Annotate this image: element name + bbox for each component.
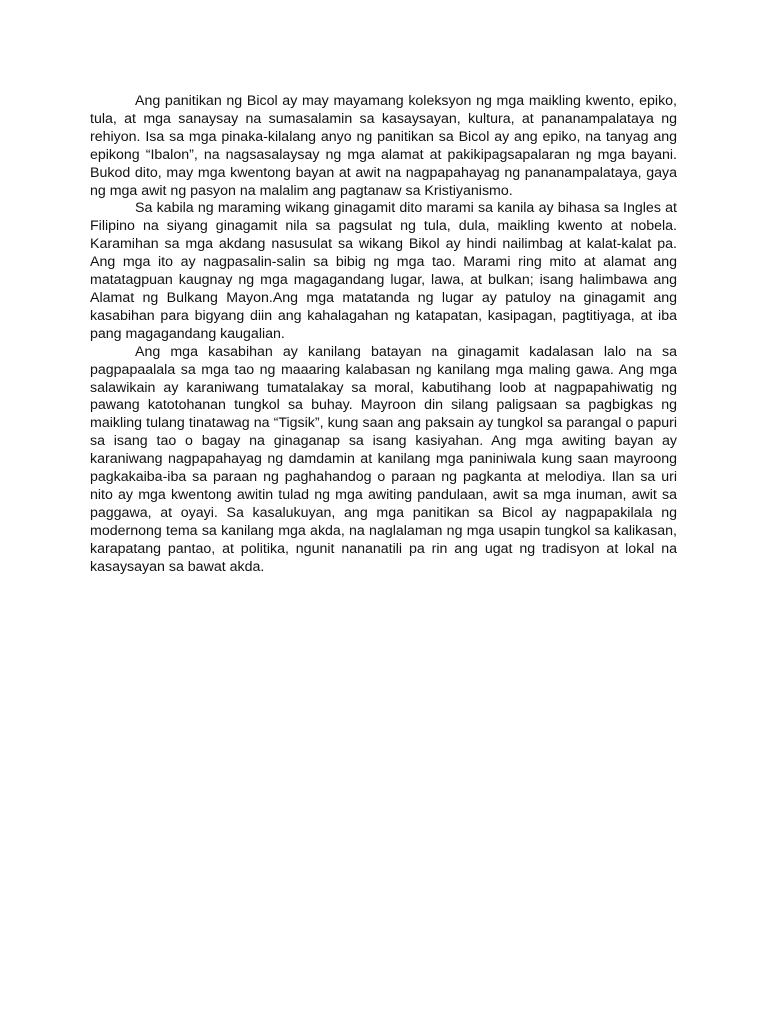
- paragraph-3: Ang mga kasabihan ay kanilang batayan na ginagamit kadalasan lalo na sa pagpapaalala sa mga tao ng maaaring kalabasan ng kanilang mga maling gawa. Ang mga salawikain ay karaniwang tumatalakay sa moral, kabutihang loob at nagpapahiwatig ng pawang katotohanan tungkol sa buhay. Mayroon din silang paligsaan sa pagbigkas ng maikling tulang tinatawag na “Tigsik”, kung saan ang paksain ay tungkol sa parangal o papuri sa isang tao o bagay na ginaganap sa isang kasiyahan. Ang mga awiting bayan ay karaniwang nagpapahayag ng damdamin at kanilang mga paniniwala kung saan mayroong pagkakaiba-iba sa paraan ng paghahandog o paraan ng pagkanta at melodiya. Ilan sa uri nito ay mga kwentong awitin tulad ng mga awiting pandulaan, awit sa mga inuman, awit sa paggawa, at oyayi. Sa kasalukuyan, ang mga panitikan sa Bicol ay nagpapakilala ng modernong tema sa kanilang mga akda, na naglalaman ng mga usapin tungkol sa kalikasan, karapatang pantao, at politika, ngunit nananatili pa rin ang ugat ng tradisyon at lokal na kasaysayan sa bawat akda.: [90, 343, 677, 575]
- body-text: [90, 93, 677, 576]
- paragraph-1: Ang panitikan ng Bicol ay may mayamang koleksyon ng mga maikling kwento, epiko, tula, at mga sanaysay na sumasalamin sa kasaysayan, kultura, at pananampalataya ng rehiyon. Isa sa mga pinaka-kilalang anyo ng panitikan sa Bicol ay ang epiko, na tanyag ang epikong “Ibalon”, na nagsasalaysay ng mga alamat at pakikipagsapalaran ng mga bayani. Bukod dito, may mga kwentong bayan at awit na nagpapahayag ng pananampalataya, gaya ng mga awit ng pasyon na malalim ang pagtanaw sa Kristiyanismo.: [90, 93, 677, 199]
- paragraph-2: Sa kabila ng maraming wikang ginagamit dito marami sa kanila ay bihasa sa Ingles at Filipino na siyang ginagamit nila sa pagsulat ng tula, dula, maikling kwento at nobela. Karamihan sa mga akdang nasusulat sa wikang Bikol ay hindi nailimbag at kalat-kalat pa. Ang mga ito ay nagpasalin-salin sa bibig ng mga tao. Marami ring mito at alamat ang matatagpuan kaugnay ng mga magagandang lugar, lawa, at bulkan; isang halimbawa ang Alamat ng Bulkang Mayon.Ang mga matatanda ng lugar ay patuloy na ginagamit ang kasabihan para bigyang diin ang kahalagahan ng katapatan, kasipagan, pagtitiyaga, at iba pang magagandang kaugalian.: [90, 200, 677, 342]
